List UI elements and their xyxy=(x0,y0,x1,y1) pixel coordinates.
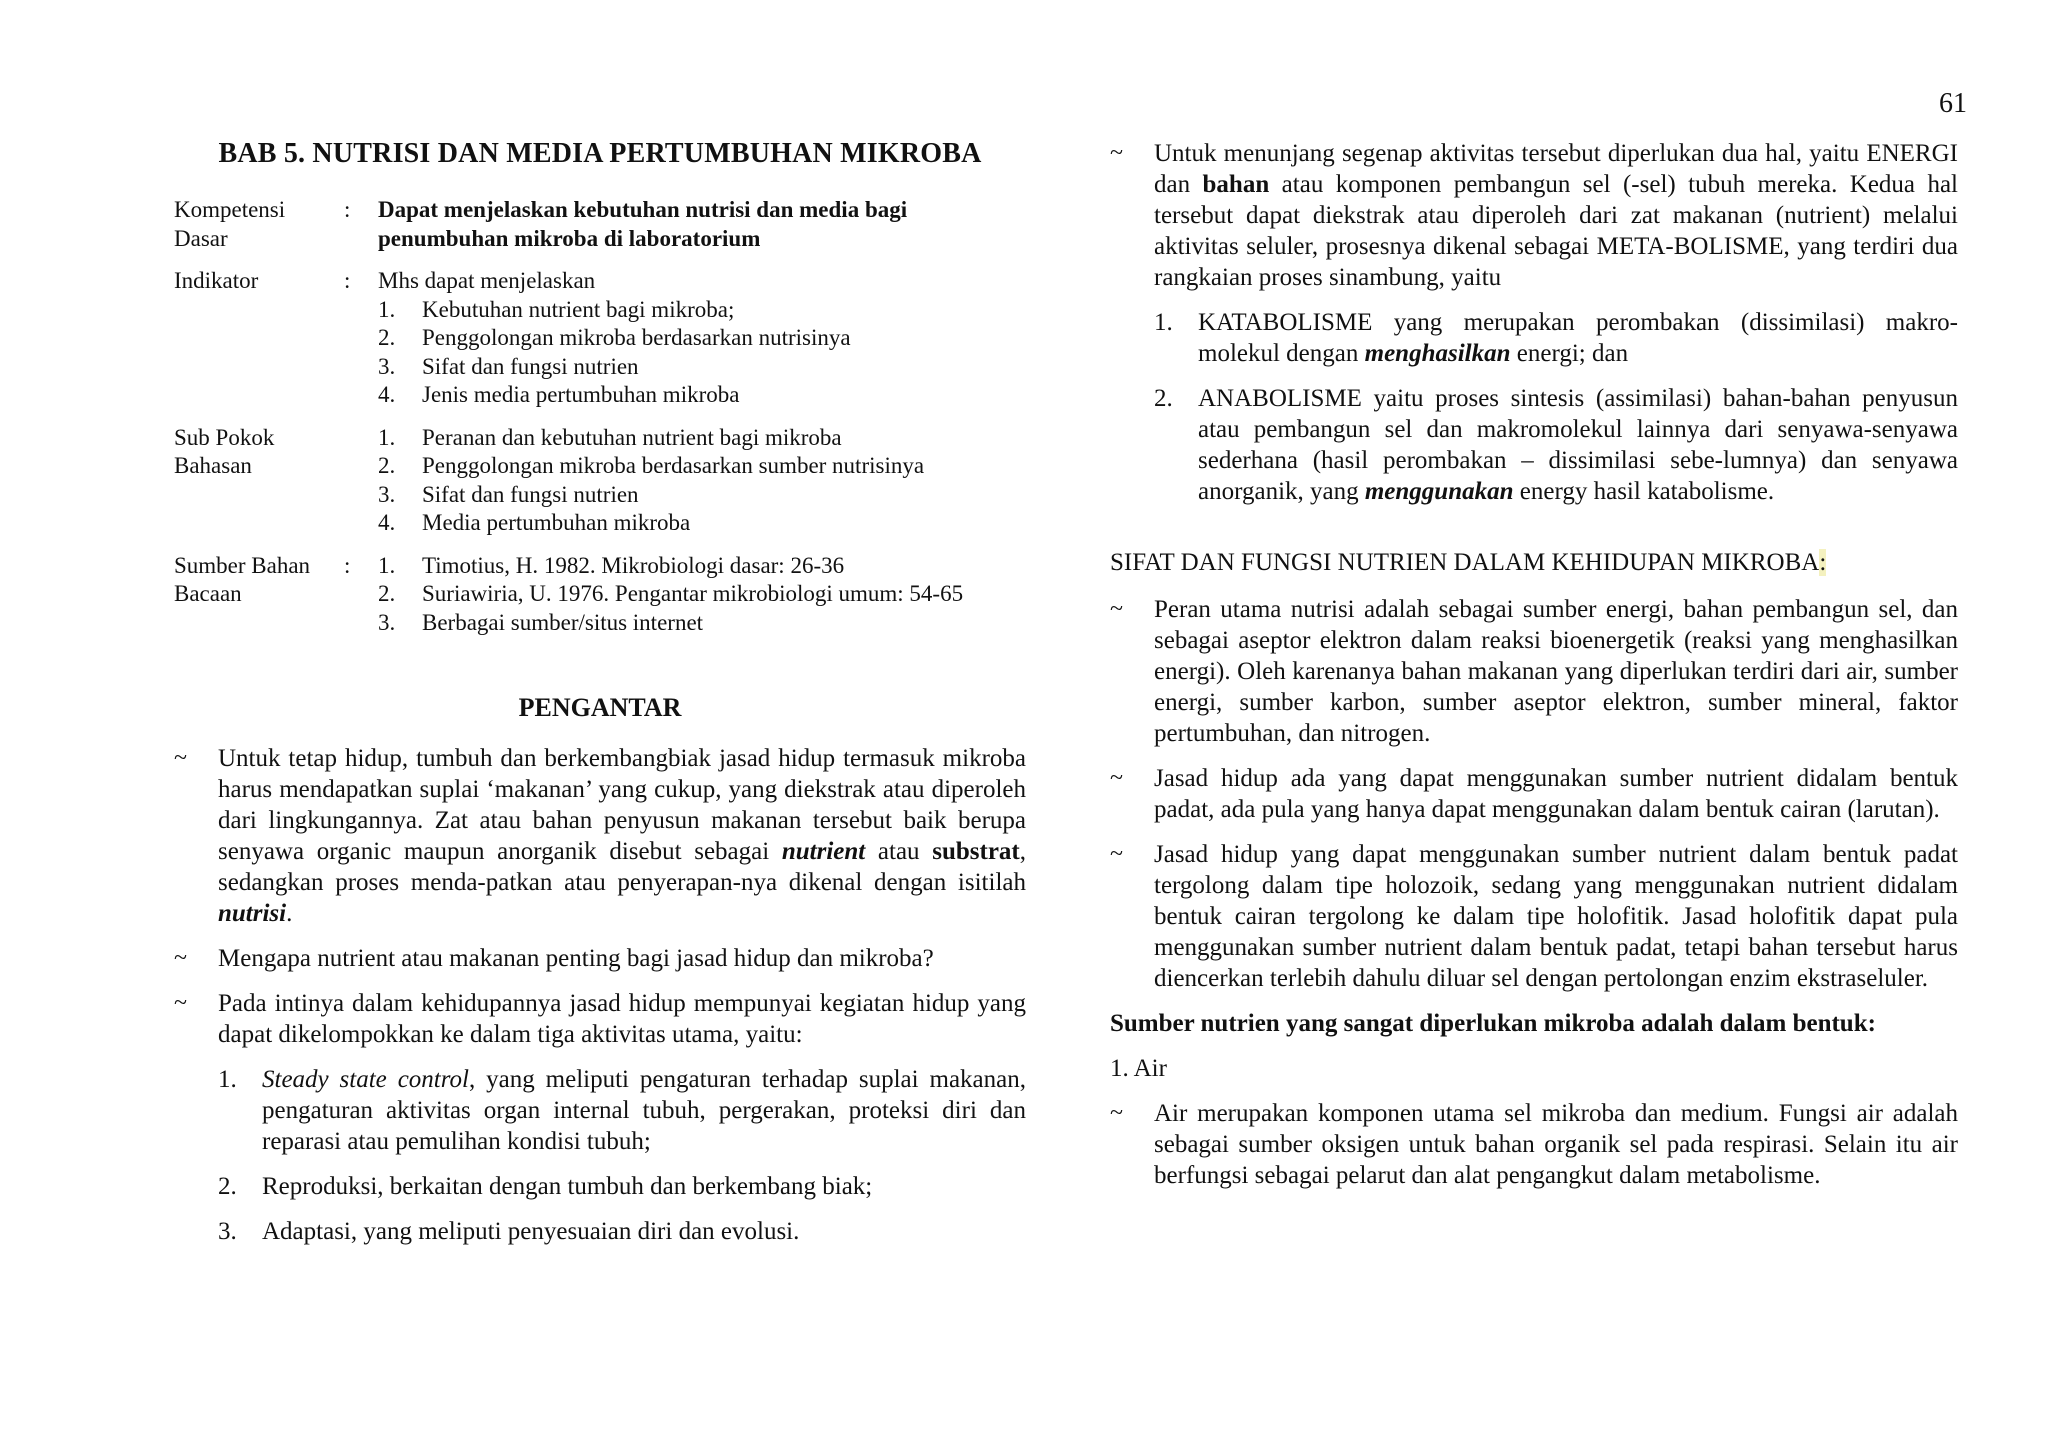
paragraph-bullet: ~ Jasad hidup yang dapat menggunakan sumber nutrient dalam bentuk padat tergolong dalam tipe holozoik, sedang yang menggunakan nutrient didalam bentuk cairan tergolong ke dalam tipe holofitik. Jasad holofitik dapat pula menggunakan sumber nutrient dalam bentuk padat, tetapi bahan tersebut harus diencerkan terlebih dahulu diluar sel dengan pertolongan enzim ekstraseluler. xyxy=(1110,841,1958,992)
left-column xyxy=(174,138,1026,1261)
tilde-bullet-icon: ~ xyxy=(1110,140,1123,166)
meta-colon: : xyxy=(344,552,351,578)
list-item: 1. Timotius, H. 1982. Mikrobiologi dasar: 26-36 xyxy=(378,552,845,578)
tilde-bullet-icon: ~ xyxy=(1110,596,1123,622)
paragraph-bullet: ~ Mengapa nutrient atau makanan penting bagi jasad hidup dan mikroba? xyxy=(174,945,934,972)
paragraph-bullet: ~ Air merupakan komponen utama sel mikroba dan medium. Fungsi air adalah sebagai sumber oksigen untuk bahan organik sel pada respirasi. Selain itu air berfungsi sebagai pelarut dan alat pengangkut dalam metabolisme. xyxy=(1110,1100,1958,1189)
sumber-list xyxy=(378,552,1026,638)
list-item: 4. Jenis media pertumbuhan mikroba xyxy=(378,382,740,407)
list-item: 1. Kebutuhan nutrient bagi mikroba; xyxy=(378,296,735,322)
sub-pokok-list xyxy=(378,424,1026,538)
section-heading-pengantar: PENGANTAR xyxy=(518,693,682,722)
list-item: 3. Sifat dan fungsi nutrien xyxy=(378,353,639,379)
activity-list xyxy=(218,1064,1026,1247)
meta-sub-pokok xyxy=(174,424,1026,538)
meta-colon: : xyxy=(344,268,351,293)
tilde-bullet-icon: ~ xyxy=(1110,1100,1123,1126)
paragraph-bullet: ~ Peran utama nutrisi adalah sebagai sumber energi, bahan pembangun sel, dan sebagai aseptor elektron dalam reaksi bioenergetik (reaksi yang menghasilkan energi). Oleh karenanya bahan makanan yang diperlukan terdiri dari air, sumber energi, sumber karbon, sumber aseptor elektron, sumber mineral, faktor pertumbuhan, dan nitrogen. xyxy=(1110,596,1958,747)
meta-label: Sub Pokok xyxy=(174,424,275,450)
list-item: 2. Reproduksi, berkaitan dengan tumbuh dan berkembang biak; xyxy=(218,1173,873,1200)
meta-label: Sumber Bahan xyxy=(174,552,311,578)
bold-heading-sumber: Sumber nutrien yang sangat diperlukan mikroba adalah dalam bentuk: xyxy=(1110,1010,1876,1037)
list-item: 1. KATABOLISME yang merupakan perombakan (dissimilasi) makro-molekul dengan menghasilkan energi; dan xyxy=(1154,309,1958,367)
meta-label: Dasar xyxy=(174,225,228,251)
meta-colon: : xyxy=(344,197,351,222)
meta-kompetensi xyxy=(174,196,1026,253)
meta-label: Indikator xyxy=(174,268,259,293)
list-item: 1. Steady state control, yang meliputi pengaturan terhadap suplai makanan, pengaturan aktivitas organ internal tubuh, pergerakan, proteksi diri dan reparasi atau pemulihan kondisi tubuh; xyxy=(218,1066,1026,1155)
meta-value: penumbuhan mikroba di laboratorium xyxy=(378,225,761,251)
meta-indikator xyxy=(174,267,1026,410)
paragraph-bullet: ~ Untuk menunjang segenap aktivitas tersebut diperlukan dua hal, yaitu ENERGI dan bahan atau komponen pembangun sel (-sel) tubuh mereka. Kedua hal tersebut dapat diekstrak atau diperoleh dari zat makanan (nutrient) melalui aktivitas seluler, prosesnya dikenal sebagai META-BOLISME, yang terdiri dua rangkaian proses sinambung, yaitu xyxy=(1110,140,1958,291)
meta-value: Dapat menjelaskan kebutuhan nutrisi dan media bagi xyxy=(378,197,908,222)
list-item: 2. Suriawiria, U. 1976. Pengantar mikrobiologi umum: 54-65 xyxy=(378,581,964,606)
list-item: 1. Peranan dan kebutuhan nutrient bagi mikroba xyxy=(378,424,842,450)
meta-label: Bacaan xyxy=(174,581,242,606)
tilde-bullet-icon: ~ xyxy=(174,990,187,1016)
list-item: 3. Adaptasi, yang meliputi penyesuaian diri dan evolusi. xyxy=(218,1218,800,1245)
tilde-bullet-icon: ~ xyxy=(174,745,187,771)
tilde-bullet-icon: ~ xyxy=(1110,841,1123,867)
list-item: 2. Penggolongan mikroba berdasarkan nutrisinya xyxy=(378,325,851,350)
tilde-bullet-icon: ~ xyxy=(1110,765,1123,791)
paragraph-bullet: ~ Jasad hidup ada yang dapat menggunakan sumber nutrient didalam bentuk padat, ada pula yang hanya dapat menggunakan dalam bentuk cairan (larutan). xyxy=(1110,765,1958,823)
metabolism-list xyxy=(1154,307,1958,507)
chapter-title: BAB 5. NUTRISI DAN MEDIA PERTUMBUHAN MIKROBA xyxy=(218,138,982,169)
section-heading-sifat: SIFAT DAN FUNGSI NUTRIEN DALAM KEHIDUPAN MIKROBA: xyxy=(1110,549,1827,576)
paragraph-bullet: ~ Untuk tetap hidup, tumbuh dan berkembangbiak jasad hidup termasuk mikroba harus mendapatkan suplai ‘makanan’ yang cukup, yang diekstrak atau diperoleh dari lingkungannya. Zat atau bahan penyusun makanan tersebut baik berupa senyawa organic maupun anorganik disebut sebagai nutrient atau substrat, sedangkan proses menda-patkan atau penyerapan-nya dikenal dengan isitilah nutrisi. xyxy=(174,745,1027,927)
list-item: 4. Media pertumbuhan mikroba xyxy=(378,510,691,535)
page-number: 61 xyxy=(1939,88,1967,119)
paragraph-bullet: ~ Pada intinya dalam kehidupannya jasad hidup mempunyai kegiatan hidup yang dapat dikelompokkan ke dalam tiga aktivitas utama, yaitu: xyxy=(174,990,1026,1048)
indikator-list xyxy=(378,296,1026,410)
meta-label: Bahasan xyxy=(174,453,252,478)
meta-label: Kompetensi xyxy=(174,197,286,222)
list-item: 2. ANABOLISME yaitu proses sintesis (assimilasi) bahan-bahan penyusun atau pembangun sel dan makromolekul lainnya dari senyawa-senyawa sederhana (hasil perombakan – dissimilasi sebe-lumnya) dan senyawa anorganik, yang menggunakan energy hasil katabolisme. xyxy=(1154,385,1958,505)
list-item: 3. Sifat dan fungsi nutrien xyxy=(378,481,639,507)
meta-intro: Mhs dapat menjelaskan xyxy=(378,268,596,293)
list-item: 3. Berbagai sumber/situs internet xyxy=(378,609,704,635)
meta-sumber xyxy=(174,552,1026,638)
right-column xyxy=(1110,138,1958,1205)
list-item: 2. Penggolongan mikroba berdasarkan sumber nutrisinya xyxy=(378,453,925,478)
tilde-bullet-icon: ~ xyxy=(174,945,187,971)
subheading-air: 1. Air xyxy=(1110,1055,1167,1082)
